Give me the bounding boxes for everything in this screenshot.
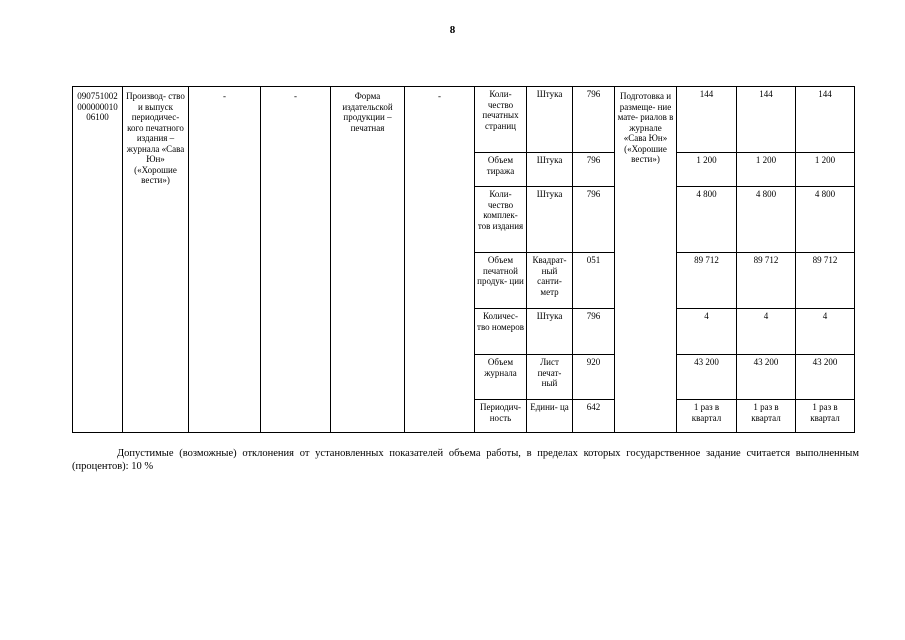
content-indicator-1-cell: - — [189, 87, 261, 433]
indicator-name-cell: Коли- чество комплек- тов издания — [475, 187, 527, 253]
indicator-name-cell: Объем печатной продук- ции — [475, 253, 527, 309]
registry-code-cell: 090751002 000000010 06100 — [73, 87, 123, 433]
value-year-2-cell: 43 200 — [737, 355, 796, 400]
okei-code-cell: 642 — [573, 400, 615, 433]
form-cell: Форма издательской продукции – печатная — [331, 87, 405, 433]
okei-code-cell: 920 — [573, 355, 615, 400]
value-year-3-cell: 4 — [796, 309, 855, 355]
value-year-1-cell: 89 712 — [677, 253, 737, 309]
okei-code-cell: 051 — [573, 253, 615, 309]
state-task-table — [72, 86, 855, 433]
page-number: 8 — [449, 24, 456, 36]
service-name-cell: Производ- ство и выпуск периодичес- кого печатного издания – журнала «Сава Юн» («Хорошие вести») — [123, 87, 189, 433]
work-description-cell: Подготовка и размеще- ние мате- риалов в журнале «Сава Юн» («Хорошие вести») — [615, 87, 677, 433]
okei-code-cell: 796 — [573, 187, 615, 253]
value-year-3-cell: 43 200 — [796, 355, 855, 400]
content-indicator-2-cell: - — [261, 87, 331, 433]
value-year-3-cell: 144 — [796, 87, 855, 153]
value-year-1-cell: 1 200 — [677, 153, 737, 187]
indicator-name-cell: Коли- чество печатных страниц — [475, 87, 527, 153]
unit-cell: Лист печат- ный — [527, 355, 573, 400]
value-year-2-cell: 1 200 — [737, 153, 796, 187]
value-year-2-cell: 4 — [737, 309, 796, 355]
value-year-1-cell: 4 800 — [677, 187, 737, 253]
value-year-3-cell: 89 712 — [796, 253, 855, 309]
okei-code-cell: 796 — [573, 87, 615, 153]
unit-cell: Штука — [527, 153, 573, 187]
value-year-3-cell: 1 200 — [796, 153, 855, 187]
value-year-3-cell: 1 раз в квартал — [796, 400, 855, 433]
unit-cell: Квадрат- ный санти- метр — [527, 253, 573, 309]
value-year-3-cell: 4 800 — [796, 187, 855, 253]
value-year-2-cell: 1 раз в квартал — [737, 400, 796, 433]
unit-cell: Штука — [527, 187, 573, 253]
value-year-2-cell: 144 — [737, 87, 796, 153]
value-year-1-cell: 1 раз в квартал — [677, 400, 737, 433]
value-year-2-cell: 4 800 — [737, 187, 796, 253]
indicator-name-cell: Объем тиража — [475, 153, 527, 187]
value-year-1-cell: 43 200 — [677, 355, 737, 400]
indicator-name-cell: Количес- тво номеров — [475, 309, 527, 355]
value-year-2-cell: 89 712 — [737, 253, 796, 309]
unit-cell: Штука — [527, 87, 573, 153]
unit-cell: Едини- ца — [527, 400, 573, 433]
value-year-1-cell: 4 — [677, 309, 737, 355]
deviation-note: Допустимые (возможные) отклонения от установленных показателей объема работы, в пределах которых государственное задание считается выполненным (процентов): 10 % — [72, 448, 859, 472]
table-row — [73, 87, 855, 153]
value-year-1-cell: 144 — [677, 87, 737, 153]
unit-cell: Штука — [527, 309, 573, 355]
okei-code-cell: 796 — [573, 153, 615, 187]
indicator-name-cell: Объем журнала — [475, 355, 527, 400]
condition-cell: - — [405, 87, 475, 433]
okei-code-cell: 796 — [573, 309, 615, 355]
indicator-name-cell: Периодич- ность — [475, 400, 527, 433]
